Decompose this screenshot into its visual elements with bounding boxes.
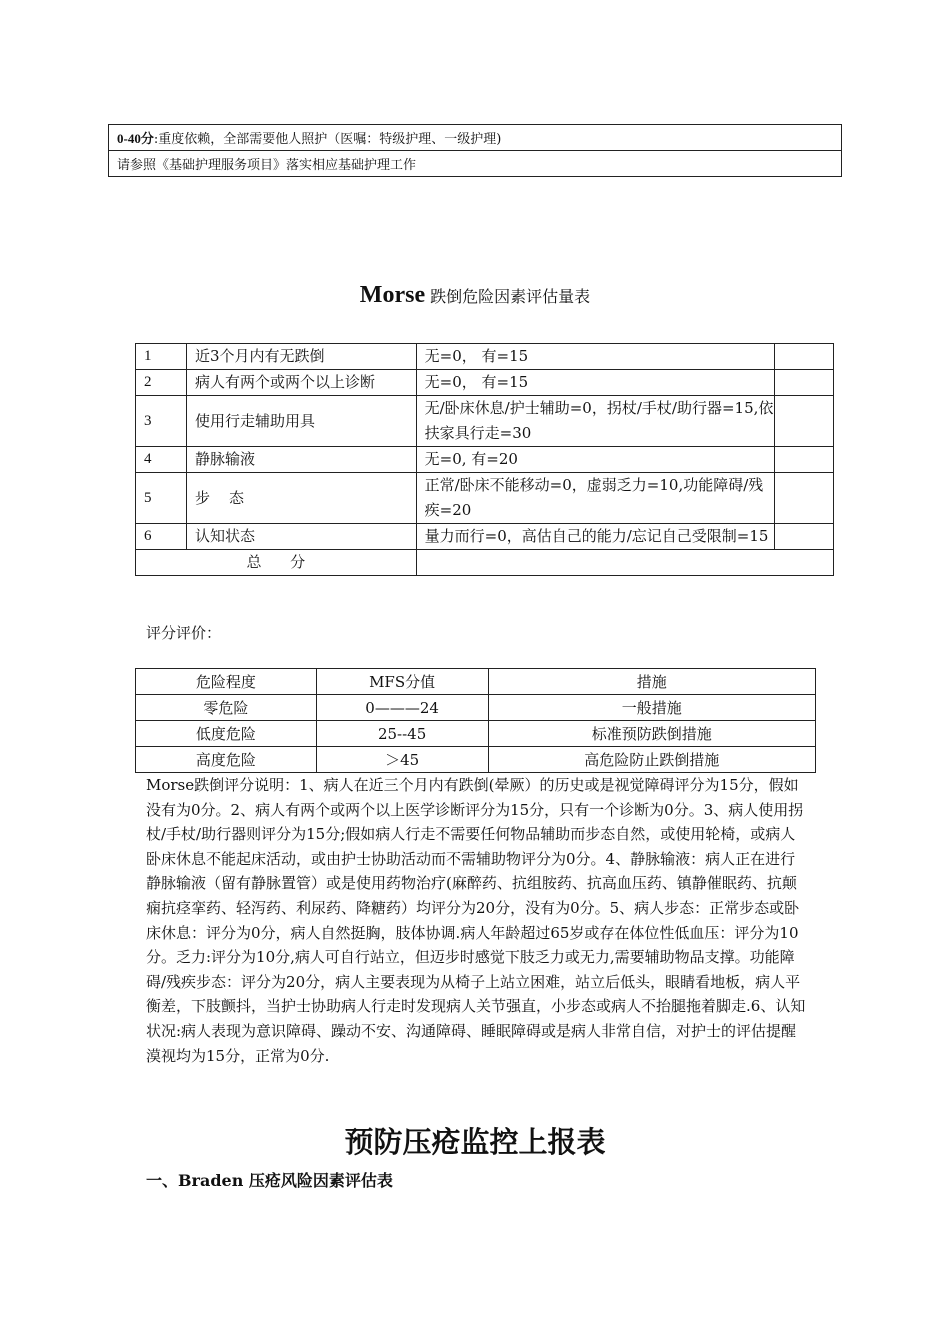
row-score-rule: 无=0， 有=15 bbox=[416, 344, 774, 370]
morse-explanation: Morse跌倒评分说明：1、病人在近三个月内有跌倒(晕厥）的历史或是视觉障碍评分为15分，假如没有为0分。2、病人有两个或两个以上医学诊断评分为15分，只有一个诊断为0分。3、病人使用拐杖/手杖/助行器则评分为15分;假如病人行走不需要任何物品辅助而步态自然，或使用轮椅，或病人卧床休息不能起床活动，或由护士协助活动而不需辅助物评分为0分。4、静脉输液：病人正在进行静脉输液（留有静脉置管）或是使用药物治疗(麻醉药、抗组胺药、抗高血压药、镇静催眠药、抗颠痫抗痉挛药、轻泻药、利尿药、降糖药）均评分为20分，没有为0分。5、病人步态：正常步态或卧床休息：评分为0分，病人自然挺胸，肢体协调.病人年龄超过65岁或存在体位性低血压：评分为10分。乏力:评分为10分,病人可自行站立，但迈步时感觉下肢乏力或无力,需要辅助物品支撑。功能障碍/残疾步态：评分为20分，病人主要表现为从椅子上站立困难，站立后低头，眼睛看地板，病人平衡差，下肢颤抖，当护士协助病人行走时发现病人关节强直，小步态或病人不抬腿拖着脚走.6、认知状况:病人表现为意识障碍、躁动不安、沟通障碍、睡眠障碍或是病人非常自信，对护士的评估提醒漠视均为15分，正常为0分. bbox=[146, 776, 806, 1065]
row-number: 6 bbox=[136, 524, 187, 550]
morse-title-bold: Morse bbox=[359, 282, 426, 308]
table-row bbox=[136, 721, 816, 747]
header-cell: 危险程度 bbox=[136, 669, 317, 695]
morse-table bbox=[135, 343, 834, 576]
row-score-rule: 无/卧床休息/护士辅助=0，拐杖/手杖/助行器=15,依扶家具行走=30 bbox=[416, 396, 774, 447]
score-range: 0-40分 bbox=[117, 131, 154, 146]
dependency-cell bbox=[109, 125, 842, 151]
row-number: 4 bbox=[136, 447, 187, 473]
row-item: 使用行走辅助用具 bbox=[186, 396, 416, 447]
table-row bbox=[136, 747, 816, 773]
table-row bbox=[136, 695, 816, 721]
mfs-range: 25--45 bbox=[316, 721, 488, 747]
row-number: 3 bbox=[136, 396, 187, 447]
row-item: 认知状态 bbox=[186, 524, 416, 550]
row-score-rule: 无=0, 有=20 bbox=[416, 447, 774, 473]
reference-cell: 请参照《基础护理服务项目》落实相应基础护理工作 bbox=[109, 151, 842, 177]
table-row bbox=[136, 344, 834, 370]
mfs-range: 0———24 bbox=[316, 695, 488, 721]
row-item: 病人有两个或两个以上诊断 bbox=[186, 370, 416, 396]
row-number: 1 bbox=[136, 344, 187, 370]
risk-level: 零危险 bbox=[136, 695, 317, 721]
row-item: 静脉输液 bbox=[186, 447, 416, 473]
row-item: 步 态 bbox=[186, 473, 416, 524]
row-number: 2 bbox=[136, 370, 187, 396]
table-header-row bbox=[136, 669, 816, 695]
table-row bbox=[136, 524, 834, 550]
morse-title bbox=[0, 282, 950, 309]
total-label: 总 分 bbox=[136, 550, 417, 576]
row-score-blank bbox=[775, 447, 834, 473]
dependency-text: :重度依赖，全部需要他人照护（医嘱：特级护理、一级护理) bbox=[153, 132, 502, 147]
row-score-rule: 无=0， 有=15 bbox=[416, 370, 774, 396]
row-score-rule: 正常/卧床不能移动=0，虚弱乏力=10,功能障碍/残疾=20 bbox=[416, 473, 774, 524]
header-cell: MFS分值 bbox=[316, 669, 488, 695]
row-score-blank bbox=[775, 396, 834, 447]
risk-level: 低度危险 bbox=[136, 721, 317, 747]
header-cell: 措施 bbox=[488, 669, 816, 695]
total-row bbox=[136, 550, 834, 576]
mfs-range: ＞45 bbox=[316, 747, 488, 773]
row-score-blank bbox=[775, 344, 834, 370]
row-number: 5 bbox=[136, 473, 187, 524]
measure: 一般措施 bbox=[488, 695, 816, 721]
morse-title-rest: 跌倒危险因素评估量表 bbox=[425, 287, 591, 306]
row-item: 近3个月内有无跌倒 bbox=[186, 344, 416, 370]
table-row bbox=[136, 447, 834, 473]
table-row bbox=[109, 151, 842, 177]
row-score-rule: 量力而行=0，高估自己的能力/忘记自己受限制=15 bbox=[416, 524, 774, 550]
risk-level-table bbox=[135, 668, 816, 773]
row-score-blank bbox=[775, 473, 834, 524]
measure: 标准预防跌倒措施 bbox=[488, 721, 816, 747]
table-row bbox=[136, 396, 834, 447]
section-title: 预防压疮监控上报表 bbox=[344, 1125, 606, 1159]
measure: 高危险防止跌倒措施 bbox=[488, 747, 816, 773]
section-subtitle: 一、Braden 压疮风险因素评估表 bbox=[146, 1171, 393, 1190]
row-score-blank bbox=[775, 524, 834, 550]
table-row bbox=[109, 125, 842, 151]
row-score-blank bbox=[775, 370, 834, 396]
table-row bbox=[136, 473, 834, 524]
table-row bbox=[136, 370, 834, 396]
dependency-table bbox=[108, 124, 842, 177]
evaluation-label: 评分评价： bbox=[146, 624, 222, 642]
total-value bbox=[416, 550, 833, 576]
risk-level: 高度危险 bbox=[136, 747, 317, 773]
